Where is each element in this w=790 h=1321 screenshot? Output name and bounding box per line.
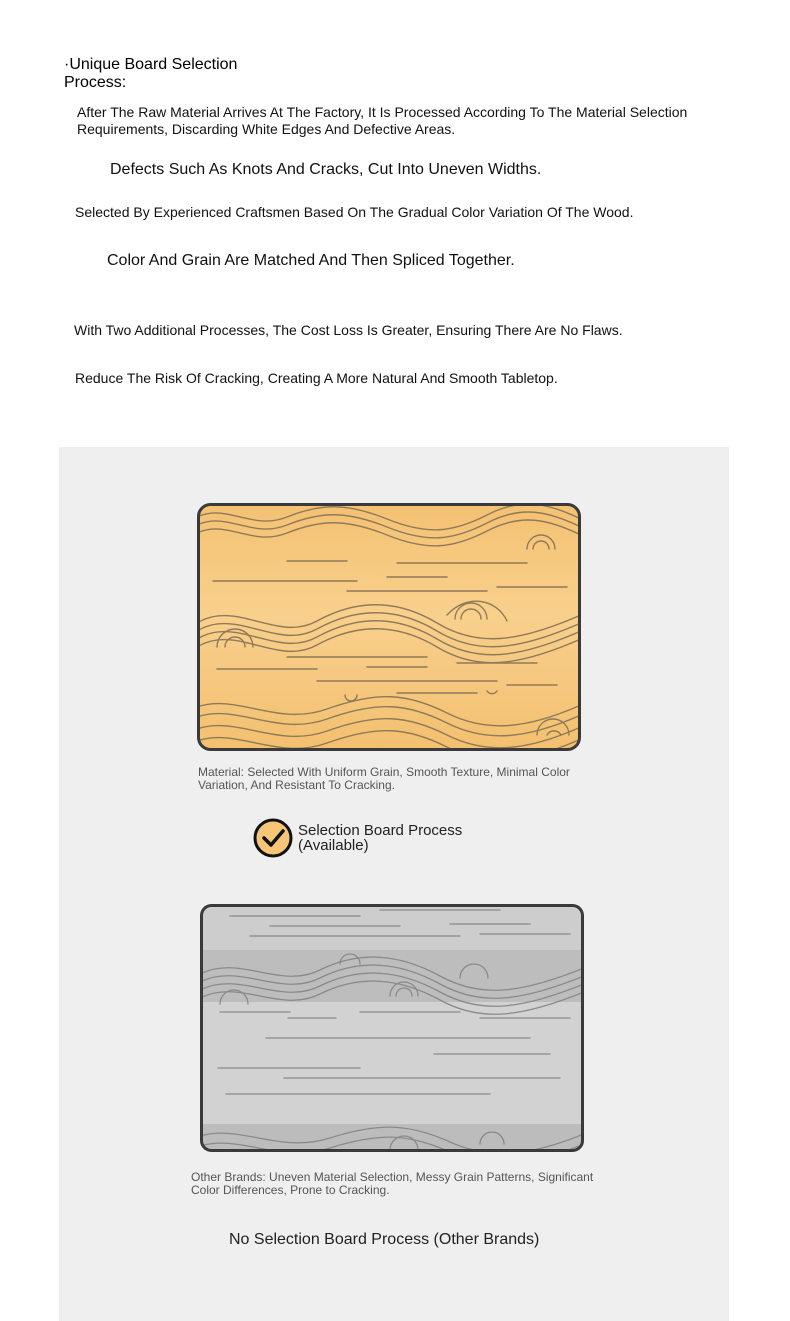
- paragraph-color-grain: Color And Grain Are Matched And Then Spliced Together.: [107, 252, 515, 269]
- paragraph-craftsmen: Selected By Experienced Craftsmen Based On The Gradual Color Variation Of The Wood.: [75, 204, 634, 220]
- paragraph-cost-loss: With Two Additional Processes, The Cost Loss Is Greater, Ensuring There Are No Flaws.: [74, 322, 623, 338]
- selected-caption: Material: Selected With Uniform Grain, Smooth Texture, Minimal Color Variation, And Resistant To Cracking.: [198, 765, 570, 792]
- paragraph-cracking: Reduce The Risk Of Cracking, Creating A More Natural And Smooth Tabletop.: [75, 370, 558, 386]
- selection-process-label: Selection Board Process (Available): [298, 822, 463, 854]
- other-brands-caption: Other Brands: Uneven Material Selection, Messy Grain Patterns, Significant Color Differences, Prone to Cracking.: [191, 1170, 594, 1197]
- other-brand-board-illustration: [200, 904, 584, 1152]
- paragraph-defects: Defects Such As Knots And Cracks, Cut Into Uneven Widths.: [110, 161, 542, 178]
- paragraph-raw-material: After The Raw Material Arrives At The Factory, It Is Processed According To The Material Selection Requirements, Discarding White Edges And Defective Areas.: [77, 104, 688, 137]
- checkmark-icon: [253, 818, 293, 858]
- no-selection-process-label: No Selection Board Process (Other Brands): [229, 1231, 540, 1248]
- section-title: ·Unique Board Selection Process:: [64, 56, 238, 91]
- selected-wood-board-illustration: [197, 503, 581, 751]
